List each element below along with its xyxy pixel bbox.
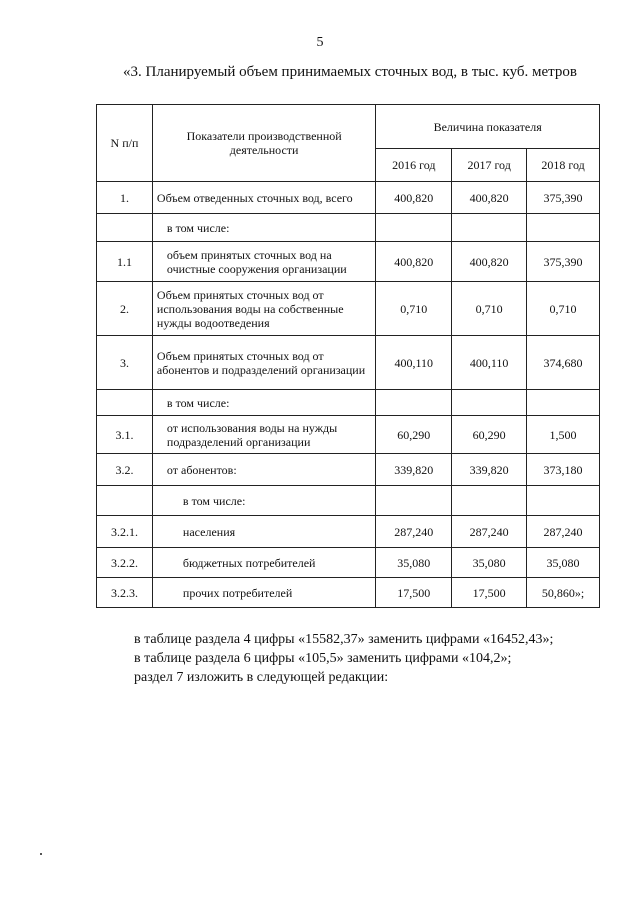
- header-year-2018: 2018 год: [527, 149, 600, 182]
- value-2016: 339,820: [376, 454, 452, 486]
- row-label: Объем принятых сточных вод от использования воды на собственные нужды водоотведения: [152, 282, 375, 336]
- row-label: бюджетных потребителей: [152, 548, 375, 578]
- value-2016: 60,290: [376, 416, 452, 454]
- row-num: 1.: [97, 182, 153, 214]
- header-value-group: Величина показателя: [376, 105, 600, 149]
- value-2018: [527, 214, 600, 242]
- table-row: [97, 282, 600, 336]
- row-num: 3.2.3.: [97, 578, 153, 608]
- section-heading: «3. Планируемый объем принимаемых сточных вод, в тыс. куб. метров: [123, 64, 577, 80]
- value-2018: [527, 390, 600, 416]
- row-label: Объем отведенных сточных вод, всего: [152, 182, 375, 214]
- page-number: 5: [316, 35, 324, 50]
- value-2016: 400,820: [376, 182, 452, 214]
- value-2017: 400,820: [452, 242, 527, 282]
- table-row: [97, 516, 600, 548]
- value-2017: [452, 486, 527, 516]
- value-2018: 375,390: [527, 182, 600, 214]
- row-num: 2.: [97, 282, 153, 336]
- value-2017: 0,710: [452, 282, 527, 336]
- row-num: [97, 486, 153, 516]
- value-2018: 50,860»;: [527, 578, 600, 608]
- row-label: населения: [152, 516, 375, 548]
- value-2016: 17,500: [376, 578, 452, 608]
- value-2016: 400,820: [376, 242, 452, 282]
- table-row: [97, 336, 600, 390]
- value-2018: 35,080: [527, 548, 600, 578]
- table-row: [97, 454, 600, 486]
- header-year-2016: 2016 год: [376, 149, 452, 182]
- table-row: [97, 578, 600, 608]
- value-2017: 400,820: [452, 182, 527, 214]
- amendment-line: в таблице раздела 4 цифры «15582,37» заменить цифрами «16452,43»;: [134, 632, 554, 647]
- value-2018: 0,710: [527, 282, 600, 336]
- value-2017: [452, 214, 527, 242]
- header-year-2017: 2017 год: [452, 149, 527, 182]
- value-2016: 0,710: [376, 282, 452, 336]
- row-label: объем принятых сточных вод на очистные сооружения организации: [152, 242, 375, 282]
- row-num: 3.2.1.: [97, 516, 153, 548]
- row-num: [97, 214, 153, 242]
- value-2016: 287,240: [376, 516, 452, 548]
- value-2016: [376, 390, 452, 416]
- table-row: [97, 242, 600, 282]
- value-2017: 339,820: [452, 454, 527, 486]
- row-num: [97, 390, 153, 416]
- wastewater-table: [96, 104, 600, 608]
- amendment-line: в таблице раздела 6 цифры «105,5» заменить цифрами «104,2»;: [134, 651, 512, 666]
- row-label: в том числе:: [152, 214, 375, 242]
- row-label: от абонентов:: [152, 454, 375, 486]
- row-label: в том числе:: [152, 390, 375, 416]
- header-num: N п/п: [97, 105, 153, 182]
- value-2016: 400,110: [376, 336, 452, 390]
- table-row: [97, 486, 600, 516]
- value-2016: [376, 486, 452, 516]
- value-2017: 400,110: [452, 336, 527, 390]
- row-num: 1.1: [97, 242, 153, 282]
- scan-mark: [40, 853, 42, 855]
- row-num: 3.2.: [97, 454, 153, 486]
- value-2017: 17,500: [452, 578, 527, 608]
- value-2018: 1,500: [527, 416, 600, 454]
- table-row: [97, 416, 600, 454]
- value-2017: 60,290: [452, 416, 527, 454]
- value-2017: 287,240: [452, 516, 527, 548]
- value-2017: 35,080: [452, 548, 527, 578]
- table-row: [97, 548, 600, 578]
- row-label: в том числе:: [152, 486, 375, 516]
- row-num: 3.1.: [97, 416, 153, 454]
- value-2018: 373,180: [527, 454, 600, 486]
- value-2016: 35,080: [376, 548, 452, 578]
- value-2017: [452, 390, 527, 416]
- row-num: 3.2.2.: [97, 548, 153, 578]
- table-row: [97, 390, 600, 416]
- amendment-line: раздел 7 изложить в следующей редакции:: [134, 670, 389, 685]
- table-row: [97, 214, 600, 242]
- value-2018: 374,680: [527, 336, 600, 390]
- header-indicator: Показатели производственной деятельности: [152, 105, 375, 182]
- row-num: 3.: [97, 336, 153, 390]
- value-2018: 375,390: [527, 242, 600, 282]
- value-2016: [376, 214, 452, 242]
- amendment-text: [134, 630, 553, 687]
- row-label: Объем принятых сточных вод от абонентов и подразделений организации: [152, 336, 375, 390]
- table-row: [97, 182, 600, 214]
- row-label: от использования воды на нужды подразделений организации: [152, 416, 375, 454]
- value-2018: 287,240: [527, 516, 600, 548]
- value-2018: [527, 486, 600, 516]
- row-label: прочих потребителей: [152, 578, 375, 608]
